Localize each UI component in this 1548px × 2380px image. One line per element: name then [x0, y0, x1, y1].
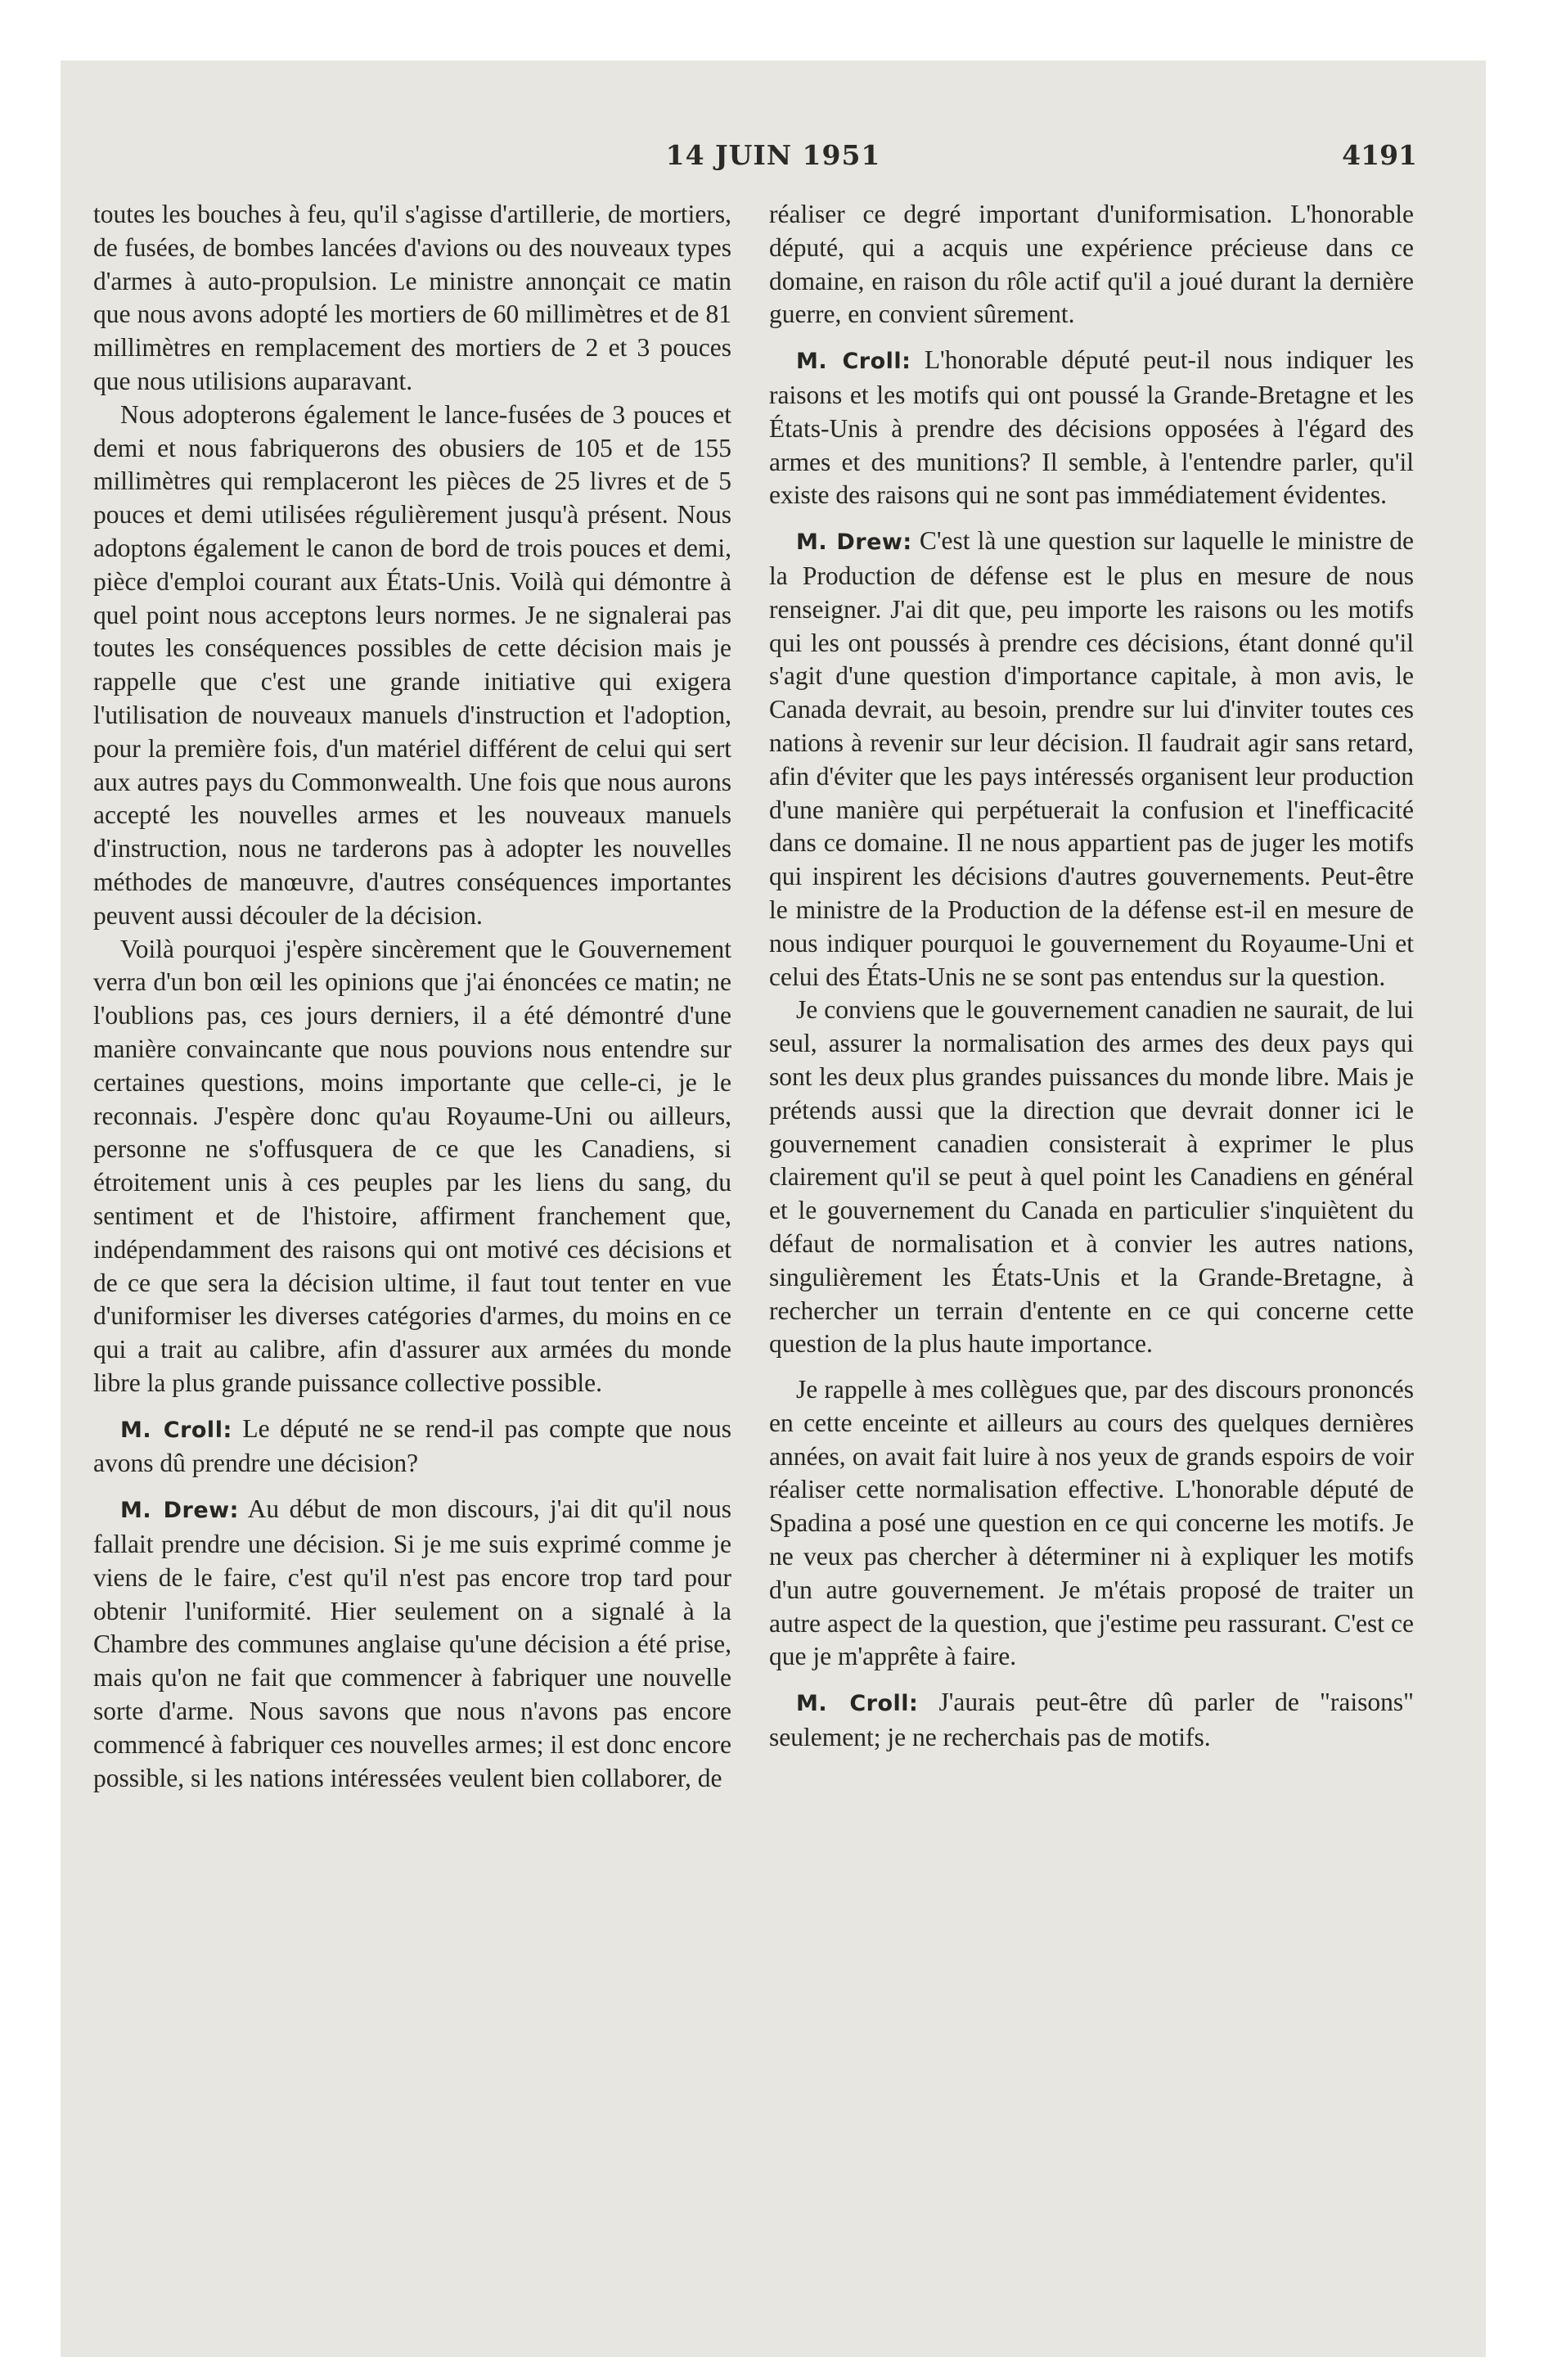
paragraph-text: réaliser ce degré important d'uniformisation. L'honorable député, qui a acquis une expérience précieuse dans ce domaine, en raison du rôle actif qu'il a joué durant la dernière guerre, en convient sûrement. [769, 200, 1414, 329]
paragraph [93, 399, 731, 933]
speech-paragraph [769, 344, 1414, 512]
paragraph [769, 1373, 1414, 1674]
paragraph [93, 933, 731, 1400]
speech-paragraph [93, 1493, 731, 1795]
paragraph-text: L'honorable député peut-il nous indiquer les raisons et les motifs qui ont poussé la Grande-Bretagne et les États-Unis à prendre des décisions opposées à l'égard des armes et des munitions? Il semble, à l'entendre parler, qu'il existe des raisons qui ne sont pas immédiatement évidentes. [769, 345, 1414, 510]
speaker-name: M. Drew: [120, 1498, 239, 1524]
speech-paragraph [769, 1686, 1414, 1755]
left-column [93, 198, 731, 1795]
paragraph [769, 994, 1414, 1361]
paragraph-text: toutes les bouches à feu, qu'il s'agisse d'artillerie, de mortiers, de fusées, de bombes lancées d'avions ou des nouveaux types d'armes à auto-propulsion. Le ministre annonçait ce matin que nous avons adopté les mortiers de 60 millimètres et de 81 millimètres en remplacement des mortiers de 2 et 3 pouces que nous utilisions auparavant. [93, 200, 731, 395]
right-column [769, 198, 1414, 1755]
paragraph-text: Je rappelle à mes collègues que, par des discours prononcés en cette enceinte et ailleurs au cours des quelques dernières années, on avait fait luire à nos yeux de grands espoirs de voir réaliser cette normalisation effective. L'honorable député de Spadina a posé une question en ce qui concerne les motifs. Je ne veux pas chercher à déterminer ni à expliquer les motifs d'un autre gouvernement. Je m'étais proposé de traiter un autre aspect de la question, que j'estime peu rassurant. C'est ce que je m'apprête à faire. [769, 1375, 1414, 1671]
paragraph-text: Nous adopterons également le lance-fusées de 3 pouces et demi et nous fabriquerons des obusiers de 105 et de 155 millimètres qui remplaceront les pièces de 25 livres et de 5 pouces et demi utilisées régulièrement jusqu'à présent. Nous adoptons également le canon de bord de trois pouces et demi, pièce d'emploi courant aux États-Unis. Voilà qui démontre à quel point nous acceptons leurs normes. Je ne signalerai pas toutes les conséquences possibles de cette décision mais je rappelle que c'est une grande initiative qui exigera l'utilisation de nouveaux manuels d'instruction et l'adoption, pour la première fois, d'un matériel différent de celui qui sert aux autres pays du Commonwealth. Une fois que nous aurons accepté les nouvelles armes et les nouveaux manuels d'instruction, nous ne tarderons pas à adopter les nouvelles méthodes de manœuvre, d'autres conséquences importantes peuvent aussi découler de la décision. [93, 399, 731, 930]
speech-paragraph [769, 525, 1414, 994]
paragraph [769, 198, 1414, 331]
page-header [61, 139, 1486, 188]
paragraph-text: Le député ne se rend-il pas compte que nous avons dû prendre une décision? [93, 1413, 732, 1478]
scanned-page [61, 61, 1486, 2357]
paragraph-text: C'est là une question sur laquelle le ministre de la Production de défense est le plus en mesure de nous renseigner. J'ai dit que, peu importe les raisons ou les motifs qui les ont poussés à prendre ces décisions, étant donné qu'il s'agit d'une question d'importance capitale, à mon avis, le Canada devrait, au besoin, prendre sur lui d'inviter toutes ces nations à revenir sur leur décision. Il faudrait agir sans retard, afin d'éviter que les pays intéressés organisent leur production d'une manière qui perpétuerait la confusion et l'inefficacité dans ce domaine. Il ne nous appartient pas de juger les motifs qui inspirent les décisions d'autres gouvernements. Peut-être le ministre de la Production de la défense est-il en mesure de nous indiquer pourquoi le gouvernement du Royaume-Uni et celui des États-Unis ne se sont pas entendus sur la question. [769, 526, 1414, 991]
speaker-name: M. Drew: [796, 530, 912, 556]
speaker-name: M. Croll: [796, 349, 911, 375]
speaker-name: M. Croll: [120, 1417, 232, 1443]
speaker-name: M. Croll: [796, 1691, 919, 1717]
page-date: 14 JUIN 1951 [665, 139, 881, 171]
page-number: 4191 [1342, 139, 1417, 171]
paragraph-text: J'aurais peut-être dû parler de "raisons" seulement; je ne recherchais pas de motifs. [769, 1688, 1415, 1752]
paragraph-text: Je conviens que le gouvernement canadien ne saurait, de lui seul, assurer la normalisation des armes des deux pays qui sont les deux plus grandes puissances du monde libre. Mais je prétends aussi que la direction que devrait donner ici le gouvernement canadien consisterait à exprimer le plus clairement qu'il se peut à quel point les Canadiens en général et le gouvernement du Canada en particulier s'inquiètent du défaut de normalisation et à convier les autres nations, singulièrement les États-Unis et la Grande-Bretagne, à rechercher un terrain d'entente en ce qui concerne cette question de la plus haute importance. [769, 995, 1414, 1359]
paragraph [93, 198, 731, 399]
speech-paragraph [93, 1413, 731, 1481]
paragraph-text: Voilà pourquoi j'espère sincèrement que le Gouvernement verra d'un bon œil les opinions que j'ai énoncées ce matin; ne l'oublions pas, ces jours derniers, il a été démontré d'une manière convaincante que nous pouvions nous entendre sur certaines questions, moins importante que celle-ci, je le reconnais. J'espère donc qu'au Royaume-Uni ou ailleurs, personne ne s'offusquera de ce que les Canadiens, si étroitement unis à ces peuples par les liens du sang, du sentiment et de l'histoire, affirment franchement que, indépendamment des raisons qui ont motivé ces décisions et de ce que sera la décision ultime, il faut tout tenter en vue d'uniformiser les diverses catégories d'armes, du moins en ce qui a trait au calibre, afin d'assurer aux armées du monde libre la plus grande puissance collective possible. [93, 934, 731, 1397]
paragraph-text: Au début de mon discours, j'ai dit qu'il nous fallait prendre une décision. Si je me suis exprimé comme je viens de le faire, c'est qu'il n'est pas encore trop tard pour obtenir l'uniformité. Hier seulement on a signalé à la Chambre des communes anglaise qu'une décision a été prise, mais qu'on ne fait que commencer à fabriquer une nouvelle sorte d'arme. Nous savons que nous n'avons pas encore commencé à fabriquer ces nouvelles armes; il est donc encore possible, si les nations intéressées veulent bien collaborer, de [93, 1494, 732, 1792]
